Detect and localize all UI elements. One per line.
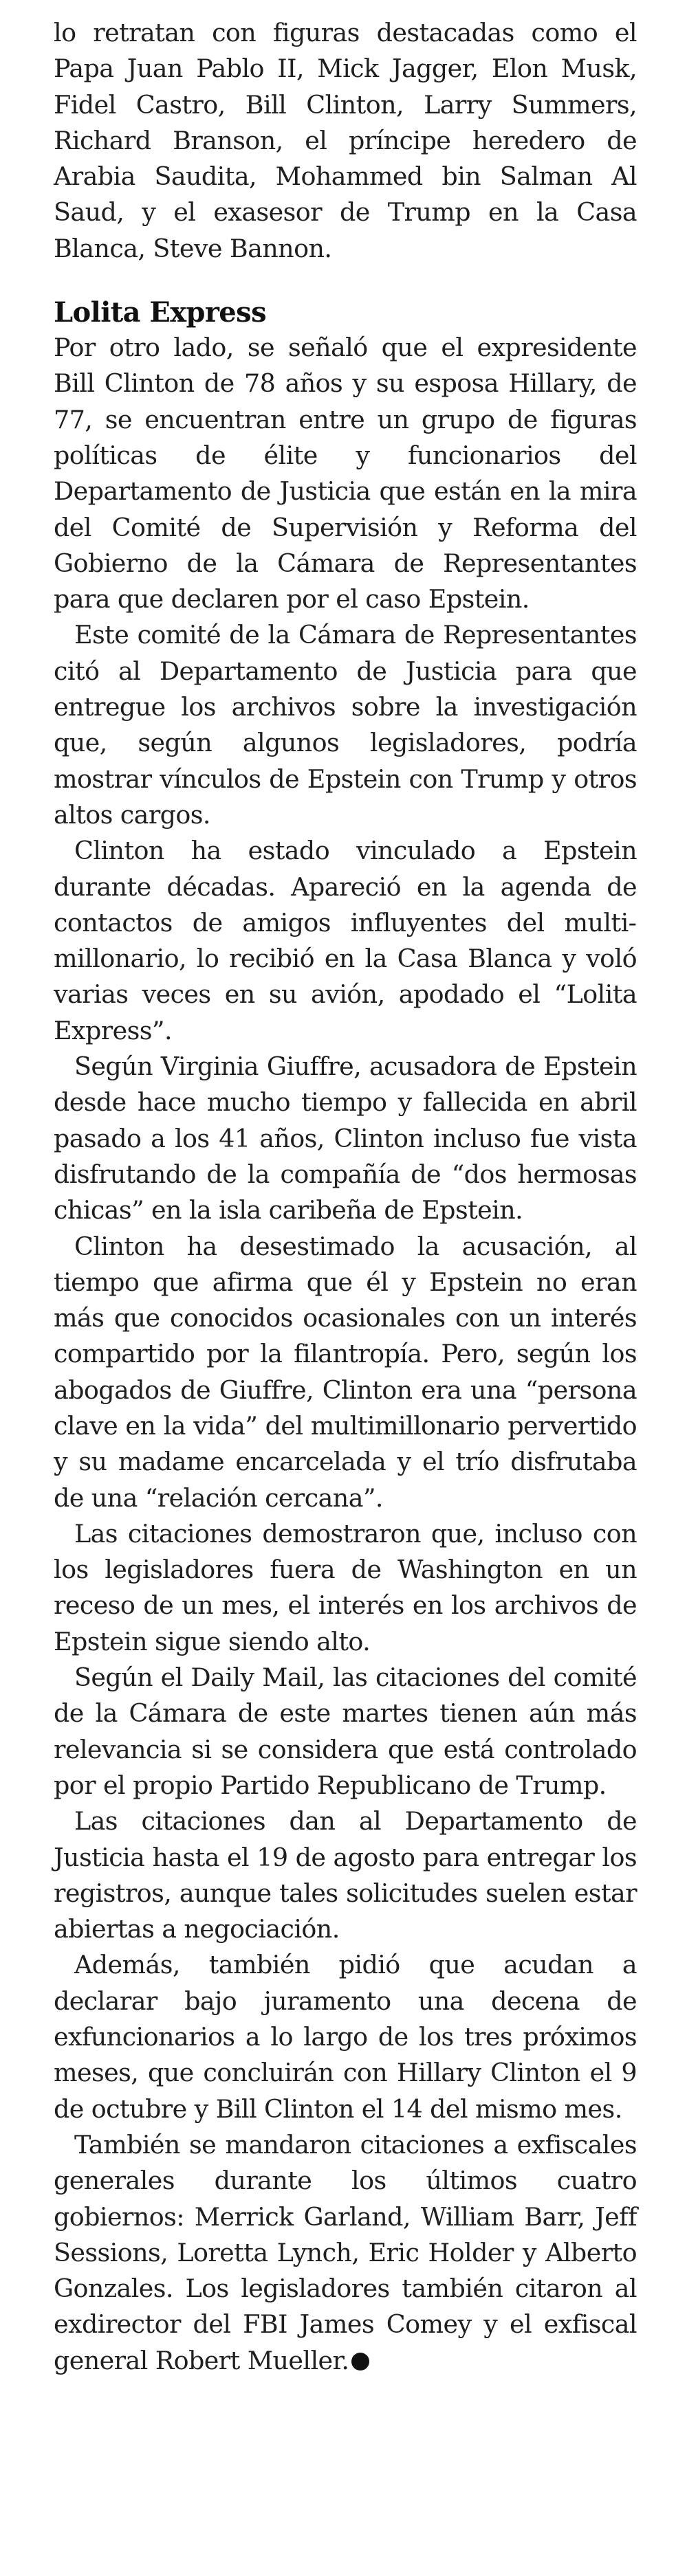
body-paragraph: Clinton ha estado vinculado a Epstein durante décadas. Apareció en la agenda de contactos de amigos influyentes del multimillonario, lo recibió en la Casa Blanca y voló varias veces en su avión, apodado el “Lolita Express”. xyxy=(54,836,637,1045)
section-subheading: Lolita Express xyxy=(54,296,266,329)
body-paragraph: Clinton ha desestimado la acusación, al tiempo que afirma que él y Epstein no eran más que conocidos ocasionales con un interés compartido por la filantropía. Pero, según los abogados de Giuffre, Clinton era una “persona clave en la vida” del multimillonario pervertido y su madame encarcelada y el trío disfrutaba de una “relación cercana”. xyxy=(54,1231,637,1513)
body-paragraph: Según el Daily Mail, las citaciones del comité de la Cámara de este martes tienen aún más relevancia si se considera que está controlado por el propio Partido Republicano de Trump. xyxy=(54,1663,637,1800)
end-of-article-dot-icon xyxy=(351,2353,369,2370)
body-paragraph: Por otro lado, se señaló que el expresidente Bill Clinton de 78 años y su esposa Hillary, de 77, se encuentran entre un grupo de figuras políticas de élite y funcionarios del Departamento de Justicia que están en la mira del Comité de Supervisión y Reforma del Gobierno de la Cámara de Representantes para que declaren por el caso Epstein. xyxy=(54,333,637,614)
article-body xyxy=(54,15,637,2379)
body-paragraph: Además, también pidió que acudan a declarar bajo juramento una decena de exfuncionarios a lo largo de los tres próximos meses, que concluirán con Hillary Clinton el 9 de octubre y Bill Clinton el 14 del mismo mes. xyxy=(54,1950,637,2124)
body-paragraph: Este comité de la Cámara de Representantes citó al Departamento de Justicia para que entregue los archivos sobre la investigación que, según algunos legisladores, podría mostrar vínculos de Epstein con Trump y otros altos cargos. xyxy=(54,620,637,830)
body-paragraph: Según Virginia Giuffre, acusadora de Epstein desde hace mucho tiempo y fallecida en abril pasado a los 41 años, Clinton incluso fue vista disfrutando de la compañía de “dos hermosas chicas” en la isla caribeña de Epstein. xyxy=(54,1052,637,1225)
intro-paragraph: lo retratan con figuras destacadas como el Papa Juan Pablo II, Mick Jagger, Elon Musk, Fidel Castro, Bill Clinton, Larry Summers, Richard Branson, el príncipe heredero de Arabia Saudita, Mohammed bin Salman Al Saud, y el exasesor de Trump en la Casa Blanca, Steve Bannon. xyxy=(54,18,637,263)
body-paragraph: Las citaciones dan al Departamento de Justicia hasta el 19 de agosto para entregar los registros, aunque tales solicitudes suelen estar abiertas a negociación. xyxy=(54,1806,637,1944)
body-paragraph: Las citaciones demostraron que, incluso con los legisladores fuera de Washington en un receso de un mes, el interés en los archivos de Epstein sigue siendo alto. xyxy=(54,1518,637,1656)
final-paragraph xyxy=(54,2127,637,2379)
final-paragraph-text: También se mandaron citaciones a exfiscales generales durante los últimos cuatro gobiernos: Merrick Garland, William Barr, Jeff Sessions, Loretta Lynch, Eric Holder y Alberto Gonzales. Los legisladores también citaron al exdirector del FBI James Comey y el exfiscal general Robert Mueller. xyxy=(54,2129,637,2375)
